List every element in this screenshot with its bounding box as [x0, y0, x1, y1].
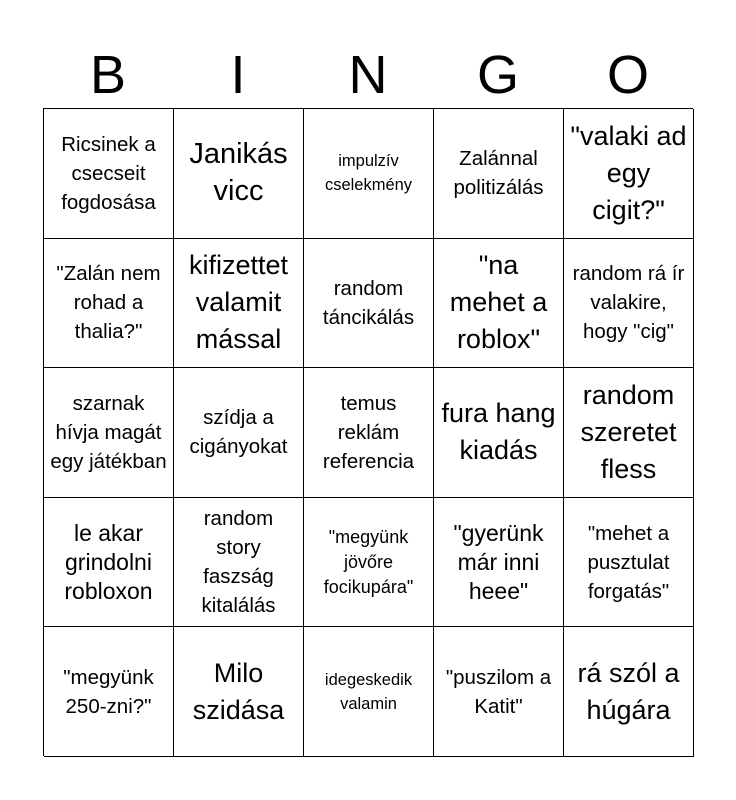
bingo-cell[interactable]	[304, 498, 434, 628]
cell-text: "gyerünk már inni heee"	[453, 519, 544, 604]
bingo-cell[interactable]	[44, 627, 174, 757]
cell-text: "puszilom a Katit"	[445, 665, 552, 718]
bingo-cell[interactable]	[564, 368, 694, 498]
cell-text: "mehet a pusztulat forgatás"	[587, 521, 670, 603]
bingo-cell[interactable]	[434, 627, 564, 757]
bingo-cell[interactable]	[174, 239, 304, 369]
cell-text: "valaki ad egy cigit?"	[570, 120, 687, 225]
bingo-cell[interactable]	[564, 109, 694, 239]
cell-text: "na mehet a roblox"	[449, 250, 548, 355]
bingo-cell[interactable]	[44, 239, 174, 369]
cell-text: random táncikálás	[322, 276, 415, 329]
bingo-cell[interactable]	[434, 498, 564, 628]
bingo-cell[interactable]	[434, 109, 564, 239]
cell-text: szídja a cigányokat	[189, 406, 288, 459]
bingo-cell[interactable]	[434, 368, 564, 498]
cell-text: le akar grindolni robloxon	[64, 519, 153, 604]
cell-text: "Zalán nem rohad a thalia?"	[56, 262, 161, 344]
bingo-cell[interactable]	[304, 627, 434, 757]
bingo-cell[interactable]	[304, 239, 434, 369]
bingo-cell[interactable]	[564, 239, 694, 369]
bingo-cell[interactable]	[434, 239, 564, 369]
bingo-cell[interactable]	[174, 368, 304, 498]
cell-text: temus reklám referencia	[322, 391, 415, 473]
cell-text: random szeretet fless	[580, 379, 677, 484]
bingo-cell[interactable]	[564, 627, 694, 757]
cell-text: idegeskedik valamin	[324, 670, 413, 713]
cell-text: szarnak hívja magát egy játékban	[50, 391, 167, 473]
bingo-cell[interactable]	[304, 109, 434, 239]
bingo-cell[interactable]	[174, 109, 304, 239]
bingo-header	[43, 42, 693, 108]
cell-text: "megyünk jövőre focikupára"	[323, 526, 414, 597]
header-letter-o: O	[606, 45, 649, 105]
header-letter-n: N	[348, 45, 388, 105]
header-letter-g: G	[476, 45, 519, 105]
bingo-cell[interactable]	[44, 109, 174, 239]
bingo-cell[interactable]	[44, 368, 174, 498]
cell-text: Ricsinek a csecseit fogdosása	[61, 132, 156, 214]
cell-text: Milo szidása	[192, 657, 285, 725]
bingo-cell[interactable]	[564, 498, 694, 628]
cell-text: impulzív cselekmény	[324, 152, 413, 195]
bingo-board	[43, 108, 693, 756]
cell-text: Janikás vicc	[189, 138, 288, 208]
bingo-cell[interactable]	[304, 368, 434, 498]
bingo-cell[interactable]	[174, 498, 304, 628]
cell-text: fura hang kiadás	[441, 398, 556, 466]
header-letter-i: I	[230, 45, 246, 105]
bingo-cell[interactable]	[174, 627, 304, 757]
cell-text: rá szól a húgára	[577, 657, 680, 725]
cell-text: random story faszság kitalálás	[201, 507, 276, 618]
cell-text: kifizettet valamit mással	[188, 250, 289, 355]
header-letter-b: B	[89, 45, 127, 105]
cell-text: random rá ír valakire, hogy "cig"	[572, 262, 685, 344]
bingo-cell[interactable]	[44, 498, 174, 628]
cell-text: Zalánnal politizálás	[453, 147, 544, 200]
cell-text: "megyünk 250-zni?"	[63, 665, 154, 718]
